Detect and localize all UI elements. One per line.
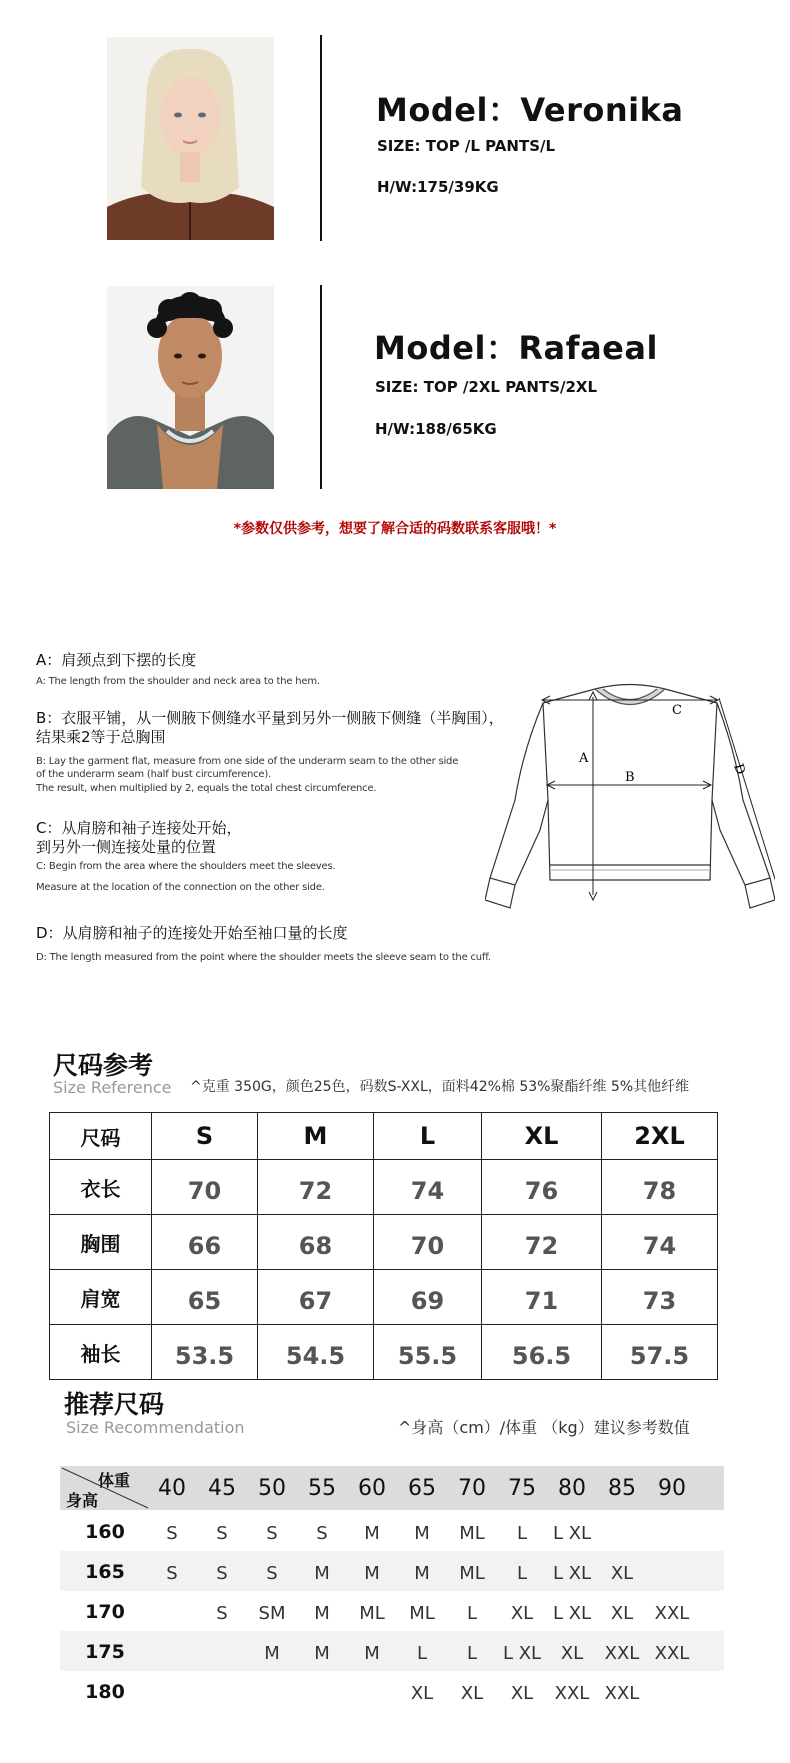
- table-cell: 74: [602, 1215, 718, 1270]
- rec-weight-header: 55: [308, 1476, 336, 1501]
- rec-weight-header: 85: [608, 1476, 636, 1501]
- table-cell: 69: [374, 1270, 482, 1325]
- rec-size-cell: S: [166, 1563, 178, 1584]
- rec-size-cell: L: [416, 1643, 428, 1664]
- rec-size-cell: XL: [610, 1563, 634, 1584]
- table-cell: 71: [482, 1270, 602, 1325]
- measure-a-zh: A：肩颈点到下摆的长度: [36, 651, 197, 669]
- rec-size-cell: XXL: [654, 1603, 690, 1624]
- measure-c-zh-2: 到另外一侧连接处量的位置: [36, 838, 217, 856]
- rec-size-cell: L: [466, 1603, 478, 1624]
- model-portrait-icon: [107, 286, 274, 489]
- rec-size-cell: L XL: [502, 1643, 542, 1664]
- rec-weight-header: 60: [358, 1476, 386, 1501]
- table-cell: 66: [152, 1215, 258, 1270]
- rec-weight-header: 75: [508, 1476, 536, 1501]
- row-label: 衣长: [50, 1160, 152, 1215]
- table-cell: 56.5: [482, 1325, 602, 1380]
- rec-size-cell: L: [516, 1563, 528, 1584]
- table-cell: 72: [258, 1160, 374, 1215]
- table-cell: 70: [374, 1215, 482, 1270]
- size-ref-subtitle: Size Reference: [53, 1078, 172, 1097]
- model-name: Model：Rafaeal: [374, 329, 658, 367]
- model-photo-rafaeal: [107, 286, 274, 489]
- rec-size-cell: XXL: [604, 1683, 640, 1704]
- rec-height-header: 170: [85, 1601, 125, 1623]
- table-cell: 67: [258, 1270, 374, 1325]
- size-rec-note: ^身高（cm）/体重 （kg）建议参考数值: [398, 1418, 690, 1437]
- left-sleeve: [490, 703, 548, 885]
- rec-size-cell: ML: [359, 1603, 385, 1624]
- label-c: C: [672, 703, 682, 718]
- table-cell: 55.5: [374, 1325, 482, 1380]
- measure-d-en: D: The length measured from the point where the shoulder meets the sleeve seam to the cuff.: [36, 952, 491, 963]
- table-header-row: [50, 1113, 718, 1160]
- rec-size-cell: ML: [459, 1523, 485, 1544]
- row-label: 胸围: [50, 1215, 152, 1270]
- measure-c-en-1: C: Begin from the area where the shoulders meet the sleeves.: [36, 861, 336, 872]
- rec-size-cell: S: [266, 1563, 278, 1584]
- measure-c-en-2: Measure at the location of the connection on the other side.: [36, 882, 325, 893]
- table-row: [50, 1160, 718, 1215]
- table-header-cell: XL: [482, 1113, 602, 1160]
- table-row: [50, 1270, 718, 1325]
- table-cell: 57.5: [602, 1325, 718, 1380]
- rec-height-header: 165: [85, 1561, 125, 1583]
- rec-size-cell: S: [266, 1523, 278, 1544]
- table-cell: 72: [482, 1215, 602, 1270]
- measure-line-d: [719, 698, 775, 892]
- rec-size-cell: L: [516, 1523, 528, 1544]
- rec-size-cell: S: [166, 1523, 178, 1544]
- rec-size-cell: M: [314, 1643, 330, 1664]
- rec-weight-header: 40: [158, 1476, 186, 1501]
- rec-size-cell: M: [364, 1563, 380, 1584]
- table-header-cell: L: [374, 1113, 482, 1160]
- rec-weight-header: 80: [558, 1476, 586, 1501]
- table-cell: 53.5: [152, 1325, 258, 1380]
- rec-size-cell: XXL: [554, 1683, 590, 1704]
- rec-size-cell: SM: [258, 1603, 286, 1624]
- rec-size-cell: XL: [460, 1683, 484, 1704]
- table-header-cell: S: [152, 1113, 258, 1160]
- rec-size-cell: S: [216, 1603, 228, 1624]
- table-cell: 65: [152, 1270, 258, 1325]
- table-cell: 78: [602, 1160, 718, 1215]
- model-size: SIZE: TOP /2XL PANTS/2XL: [375, 378, 598, 396]
- garment-diagram: [485, 680, 775, 920]
- table-header-cell: 尺码: [50, 1113, 152, 1160]
- measure-d-zh: D：从肩膀和袖子的连接处开始至袖口量的长度: [36, 924, 348, 942]
- rec-size-cell: XL: [560, 1643, 584, 1664]
- label-d: D: [730, 762, 748, 777]
- rec-weight-header: 45: [208, 1476, 236, 1501]
- model-photo-veronika: [107, 37, 274, 240]
- rec-size-cell: M: [414, 1563, 430, 1584]
- left-cuff: [485, 878, 515, 908]
- rec-size-cell: M: [364, 1643, 380, 1664]
- rec-size-cell: XL: [510, 1683, 534, 1704]
- rec-size-cell: M: [364, 1523, 380, 1544]
- model-size: SIZE: TOP /L PANTS/L: [377, 137, 556, 155]
- table-cell: 74: [374, 1160, 482, 1215]
- rec-size-cell: XL: [410, 1683, 434, 1704]
- table-header-cell: 2XL: [602, 1113, 718, 1160]
- rec-height-label: 身高: [66, 1491, 99, 1510]
- table-cell: 70: [152, 1160, 258, 1215]
- model-height-weight: H/W:175/39KG: [377, 178, 499, 196]
- model-divider: [320, 35, 322, 241]
- rec-size-cell: M: [414, 1523, 430, 1544]
- size-rec-title: 推荐尺码: [64, 1390, 165, 1419]
- row-label: 肩宽: [50, 1270, 152, 1325]
- rec-weight-header: 50: [258, 1476, 286, 1501]
- measure-b-en-2: of the underarm seam (half bust circumference).: [36, 769, 272, 780]
- table-header-cell: M: [258, 1113, 374, 1160]
- model-divider: [320, 285, 322, 489]
- table-cell: 68: [258, 1215, 374, 1270]
- rec-weight-header: 65: [408, 1476, 436, 1501]
- rec-size-cell: ML: [409, 1603, 435, 1624]
- size-notice: *参数仅供参考，想要了解合适的码数联系客服哦！*: [233, 521, 557, 537]
- label-a: A: [579, 751, 589, 766]
- measure-c-zh-1: C：从肩膀和袖子连接处开始，: [36, 819, 242, 837]
- rec-size-cell: XXL: [604, 1643, 640, 1664]
- size-rec-subtitle: Size Recommendation: [66, 1418, 245, 1437]
- rec-size-cell: S: [216, 1563, 228, 1584]
- rec-height-header: 160: [85, 1521, 125, 1543]
- measure-b-en-1: B: Lay the garment flat, measure from one side of the underarm seam to the other side: [36, 756, 459, 767]
- rec-size-cell: M: [314, 1603, 330, 1624]
- measure-b-zh-2: 结果乘2等于总胸围: [36, 728, 166, 746]
- table-cell: 73: [602, 1270, 718, 1325]
- right-cuff: [745, 878, 775, 908]
- rec-size-cell: XL: [510, 1603, 534, 1624]
- rec-weight-header: 90: [658, 1476, 686, 1501]
- model-name: Model：Veronika: [376, 91, 684, 129]
- rec-weight-label: 体重: [98, 1471, 131, 1490]
- rec-size-cell: M: [314, 1563, 330, 1584]
- rec-size-cell: S: [316, 1523, 328, 1544]
- rec-size-cell: S: [216, 1523, 228, 1544]
- rec-size-cell: L XL: [552, 1523, 592, 1544]
- measure-a-en: A: The length from the shoulder and neck area to the hem.: [36, 676, 320, 687]
- measure-b-zh-1: B：衣服平铺，从一侧腋下侧缝水平量到另外一侧腋下侧缝（半胸围），: [36, 709, 504, 727]
- table-row: [50, 1325, 718, 1380]
- size-table: [49, 1112, 718, 1380]
- rec-size-cell: L: [466, 1643, 478, 1664]
- table-cell: 76: [482, 1160, 602, 1215]
- size-ref-title: 尺码参考: [53, 1051, 154, 1080]
- size-ref-note: ^克重 350G，颜色25色，码数S-XXL，面料42%棉 53%聚酯纤维 5%其他纤维: [190, 1079, 690, 1095]
- measure-b-en-3: The result, when multiplied by 2, equals the total chest circumference.: [36, 783, 377, 794]
- rec-size-cell: ML: [459, 1563, 485, 1584]
- rec-height-header: 175: [85, 1641, 125, 1663]
- rec-size-cell: XXL: [654, 1643, 690, 1664]
- label-b: B: [625, 770, 635, 785]
- table-cell: 54.5: [258, 1325, 374, 1380]
- rec-weight-header: 70: [458, 1476, 486, 1501]
- row-label: 袖长: [50, 1325, 152, 1380]
- model-height-weight: H/W:188/65KG: [375, 420, 497, 438]
- table-row: [50, 1215, 718, 1270]
- model-portrait-icon: [107, 37, 274, 240]
- rec-size-cell: L XL: [552, 1603, 592, 1624]
- right-sleeve: [712, 703, 770, 885]
- rec-size-cell: M: [264, 1643, 280, 1664]
- rec-size-cell: XL: [610, 1603, 634, 1624]
- rec-size-cell: L XL: [552, 1563, 592, 1584]
- rec-height-header: 180: [85, 1681, 125, 1703]
